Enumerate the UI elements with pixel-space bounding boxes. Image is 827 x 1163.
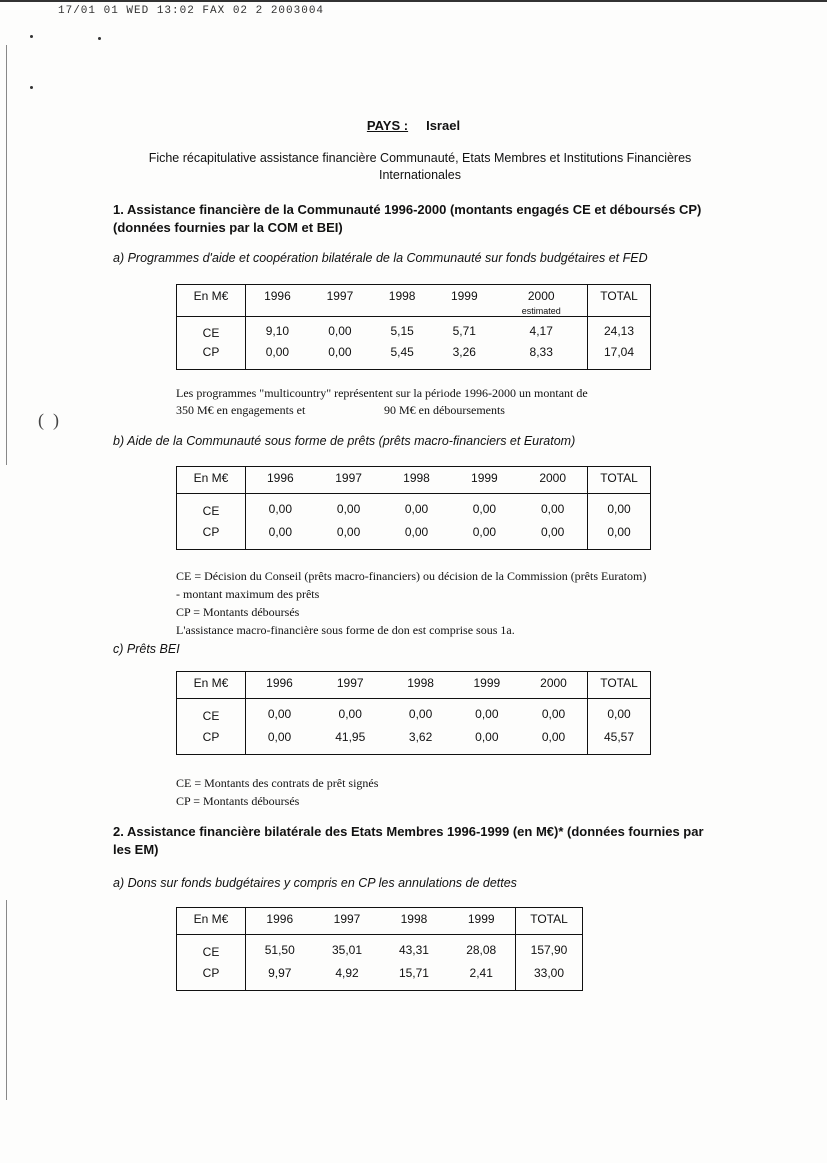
table-cell: 0,00: [268, 502, 292, 517]
year-cell: 1996: [246, 672, 313, 699]
table-cell: 9,10: [265, 324, 290, 339]
table-header-row: [177, 285, 651, 317]
loan-note-max: - montant maximum des prêts: [176, 587, 320, 601]
table-cell: 0,00: [540, 524, 565, 539]
year-cell: 1996: [246, 285, 309, 317]
table-corner: En M€: [177, 285, 246, 317]
total-cell: 24,13: [588, 317, 651, 346]
row-label: CE: [177, 494, 246, 525]
table-header-row: [177, 467, 651, 494]
year-cell: 1996: [246, 908, 314, 935]
total-cell: 157,90: [516, 935, 583, 966]
total-header: TOTAL: [588, 672, 651, 699]
table-1a: [176, 284, 651, 370]
table-cell: 0,00: [475, 707, 499, 722]
table-1c: [176, 671, 651, 755]
table-row: [177, 966, 583, 991]
table-cell: 4,92: [335, 965, 359, 980]
table-header-row: [177, 672, 651, 699]
table-row: [177, 935, 583, 966]
table-2a: [176, 907, 583, 991]
country-label: PAYS :: [366, 118, 409, 133]
table-cell: 0,00: [267, 729, 292, 744]
table-row: [177, 699, 651, 730]
table-cell: 0,00: [404, 524, 429, 539]
scan-speck: [30, 86, 33, 89]
total-header: TOTAL: [588, 285, 651, 317]
table-cell: 0,00: [268, 524, 292, 539]
table-cell: 2,41: [469, 965, 493, 980]
table-cell: 0,00: [265, 345, 290, 360]
year-label: 2000: [527, 289, 555, 303]
multicountry-note-line2b: 90 M€ en déboursements: [384, 403, 505, 417]
row-label: CP: [177, 525, 246, 550]
total-cell: 0,00: [588, 699, 651, 730]
table-cell: 0,00: [267, 707, 292, 722]
table-cell: 0,00: [336, 502, 361, 517]
table-cell: 0,00: [408, 707, 433, 722]
table-cell: 51,50: [264, 943, 295, 958]
year-cell: 1999: [454, 672, 520, 699]
scan-speck: [98, 37, 101, 40]
table-cell: 5,45: [390, 345, 414, 360]
table-1b: [176, 466, 651, 550]
year-cell: 1999: [450, 467, 518, 494]
row-label: CP: [177, 730, 246, 755]
table-corner: En M€: [177, 467, 246, 494]
table-cell: 0,00: [541, 707, 566, 722]
loan-note-ce: CE = Décision du Conseil (prêts macro-financiers) ou décision de la Commission (prêts Euratom): [176, 569, 647, 583]
row-label: CP: [177, 345, 246, 369]
table-cell: 41,95: [335, 729, 366, 744]
table-cell: 0,00: [472, 502, 497, 517]
loan-note-grant: L'assistance macro-financière sous forme de don est comprise sous 1a.: [176, 623, 515, 637]
scan-edge-line: [6, 900, 7, 1100]
section2-heading: 2. Assistance financière bilatérale des Etats Membres 1996-1999 (en M€)* (données fournies par les EM): [113, 824, 704, 857]
section1b-heading: b) Aide de la Communauté sous forme de prêts (prêts macro-financiers et Euratom): [113, 434, 576, 448]
table-cell: 3,62: [408, 729, 433, 744]
table-cell: 0,00: [336, 524, 361, 539]
table-cell: 5,15: [390, 324, 414, 339]
table-cell: 0,00: [541, 729, 566, 744]
year-cell: 1996: [246, 467, 315, 494]
table-cell: 4,17: [529, 324, 553, 339]
table-cell: 3,26: [452, 345, 476, 360]
multicountry-note-line2a: 350 M€ en engagements et: [176, 403, 306, 417]
bei-note-ce: CE = Montants des contrats de prêt signés: [176, 776, 379, 790]
page-title: [0, 118, 827, 133]
total-cell: 0,00: [588, 525, 651, 550]
row-label: CE: [177, 317, 246, 346]
table-row: [177, 730, 651, 755]
table-cell: 0,00: [328, 345, 352, 360]
estimated-note: estimated: [521, 306, 561, 316]
row-label: CP: [177, 966, 246, 991]
table-cell: 35,01: [332, 943, 363, 958]
year-cell: 1997: [315, 467, 383, 494]
table-cell: 0,00: [328, 324, 352, 339]
multicountry-note-line1: Les programmes "multicountry" représentent sur la période 1996-2000 un montant de: [176, 386, 588, 400]
total-cell: 33,00: [516, 966, 583, 991]
table-cell: 9,97: [268, 965, 292, 980]
table-cell: 5,71: [452, 324, 476, 339]
table-cell: 0,00: [338, 707, 362, 722]
row-label: CE: [177, 935, 246, 966]
year-cell: 1997: [313, 672, 388, 699]
bei-note-cp: CP = Montants déboursés: [176, 794, 300, 808]
table-cell: 43,31: [398, 943, 429, 958]
fax-top-rule: [0, 0, 827, 2]
table-cell: 0,00: [404, 502, 429, 517]
year-cell: 2000: [520, 672, 588, 699]
table-row: [177, 494, 651, 525]
total-header: TOTAL: [588, 467, 651, 494]
year-cell: 1999: [447, 908, 515, 935]
total-cell: 0,00: [588, 494, 651, 525]
total-cell: 17,04: [588, 345, 651, 369]
year-cell: 1997: [309, 285, 371, 317]
table-cell: 0,00: [472, 524, 497, 539]
year-cell: 1998: [387, 672, 453, 699]
punch-hole-mark: ( ): [38, 410, 59, 430]
loan-note-cp: CP = Montants déboursés: [176, 605, 300, 619]
table-cell: 0,00: [540, 502, 565, 517]
section1a-heading: a) Programmes d'aide et coopération bilatérale de la Communauté sur fonds budgétaires et FED: [113, 251, 648, 265]
total-cell: 45,57: [588, 730, 651, 755]
section1-heading: 1. Assistance financière de la Communauté 1996-2000 (montants engagés CE et déboursés CP) (données fournies par la COM et BEI): [113, 202, 702, 235]
table-cell: 0,00: [475, 729, 499, 744]
table-cell: 28,08: [466, 943, 497, 958]
country-name: Israel: [426, 118, 461, 133]
row-label: CE: [177, 699, 246, 730]
year-cell: 1998: [371, 285, 433, 317]
scan-speck: [30, 35, 33, 38]
scan-edge-line: [6, 45, 7, 465]
table-row: [177, 317, 651, 346]
year-cell: 1999: [433, 285, 495, 317]
table-cell: 15,71: [398, 965, 429, 980]
table-row: [177, 345, 651, 369]
section2a-heading: a) Dons sur fonds budgétaires y compris en CP les annulations de dettes: [113, 876, 517, 890]
year-cell: 1997: [314, 908, 381, 935]
year-cell: 1998: [380, 908, 447, 935]
table-corner: En M€: [177, 908, 246, 935]
year-cell: 2000: [518, 467, 587, 494]
table-corner: En M€: [177, 672, 246, 699]
year-cell: [495, 285, 587, 317]
total-header: TOTAL: [516, 908, 583, 935]
fax-header: 17/01 01 WED 13:02 FAX 02 2 2003004: [58, 5, 325, 17]
page-subtitle: Fiche récapitulative assistance financière Communauté, Etats Membres et Institutions Financières Internationales: [148, 151, 692, 182]
table-row: [177, 525, 651, 550]
table-header-row: [177, 908, 583, 935]
table-cell: 8,33: [529, 345, 553, 360]
year-cell: 1998: [383, 467, 451, 494]
section1c-heading: c) Prêts BEI: [113, 642, 180, 656]
